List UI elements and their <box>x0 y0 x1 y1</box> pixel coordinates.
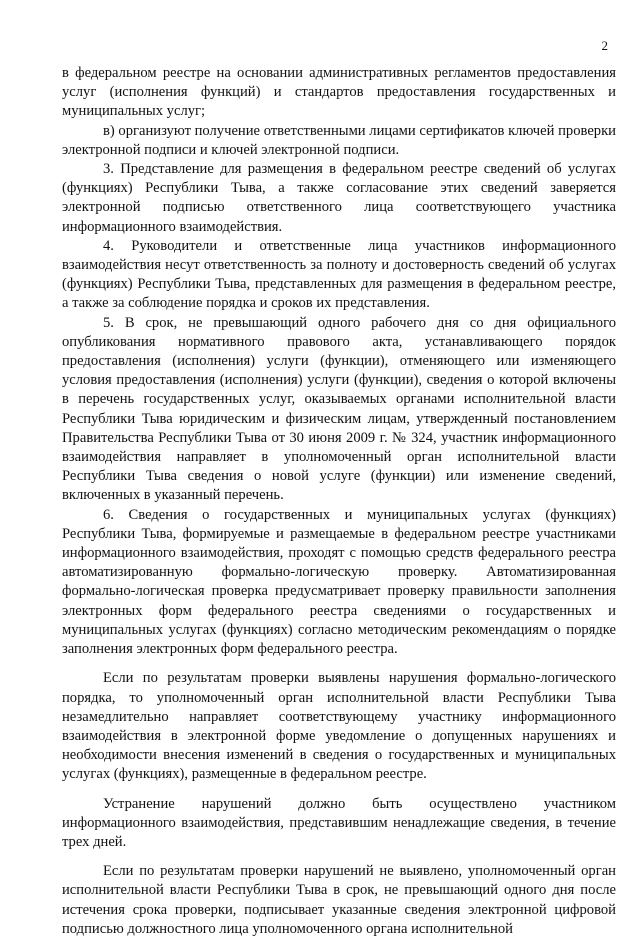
paragraph-no-violations: Если по результатам проверки нарушений не выявлено, уполномоченный орган исполнительной власти Республики Тыва в срок, не превышающий одного дня после истечения срока проверки, подписывает указанные сведения электронной цифровой подписью должностного лица уполномоченного органа исполнительной <box>62 863 616 937</box>
paragraph-violations-found: Если по результатам проверки выявлены нарушения формально-логического порядка, то уполномоченный орган исполнительной власти Республики Тыва незамедлительно направляет соответствующему участнику информационного взаимодействия в электронной форме уведомление о допущенных нарушениях и необходимости внесения изменений в сведения о государственных и муниципальных услугах (функциях), размещенные в федеральном реестре. <box>62 670 616 783</box>
paragraph-6: 6. Сведения о государственных и муниципальных услугах (функциях) Республики Тыва, формируемые и размещаемые в федеральном реестре участниками информационного взаимодействия, проходят с помощью средств федерального реестра автоматизированную формально-логическую проверку. Автоматизированная формально-логическая проверка предусматривает проверку правильности заполнения электронных форм федерального реестра сведениями о государственных и муниципальных услугах (функциях) согласно методическим рекомендациям о порядке заполнения электронных форм федерального реестра. <box>62 506 616 658</box>
paragraph-elimination: Устранение нарушений должно быть осуществлено участником информационного взаимодействия, представившим ненадлежащие сведения, в течение трех дней. <box>62 795 616 850</box>
paragraph-continuation: в федеральном реестре на основании административных регламентов предоставления услуг (исполнения функций) и стандартов предоставления государственных и муниципальных услуг; <box>62 65 616 120</box>
paragraph-4: 4. Руководители и ответственные лица участников информационного взаимодействия несут ответственность за полноту и достоверность сведений об услугах (функциях) Республики Тыва, представленных для размещения в федеральном реестре, а также за соблюдение порядка и сроков их представления. <box>62 237 616 312</box>
page-number: 2 <box>601 38 608 53</box>
document-body <box>62 64 616 939</box>
paragraph-3: 3. Представление для размещения в федеральном реестре сведений об услугах (функциях) Республики Тыва, а также согласование этих сведений заверяется электронной подписью ответственного лица соответствующего участника информационного взаимодействия. <box>62 161 616 235</box>
paragraph-5: 5. В срок, не превышающий одного рабочего дня со дня официального опубликования нормативного правового акта, устанавливающего порядок предоставления (исполнения) услуги (функции), отменяющего или изменяющего условия предоставления (исполнения) услуги (функции), сведения о которой включены в перечень государственных услуг, оказываемых органами исполнительной власти Республики Тыва юридическим и физическим лицам, утвержденный постановлением Правительства Республики Тыва от 30 июня 2009 г. № 324, участник информационного взаимодействия направляет в уполномоченный орган исполнительной власти Республики Тыва сведения о новой услуге (функции) или изменение сведений, включенных в указанный перечень. <box>62 314 616 504</box>
paragraph-item-v: в) организуют получение ответственными лицами сертификатов ключей проверки электронной подписи и ключей электронной подписи. <box>62 122 616 158</box>
